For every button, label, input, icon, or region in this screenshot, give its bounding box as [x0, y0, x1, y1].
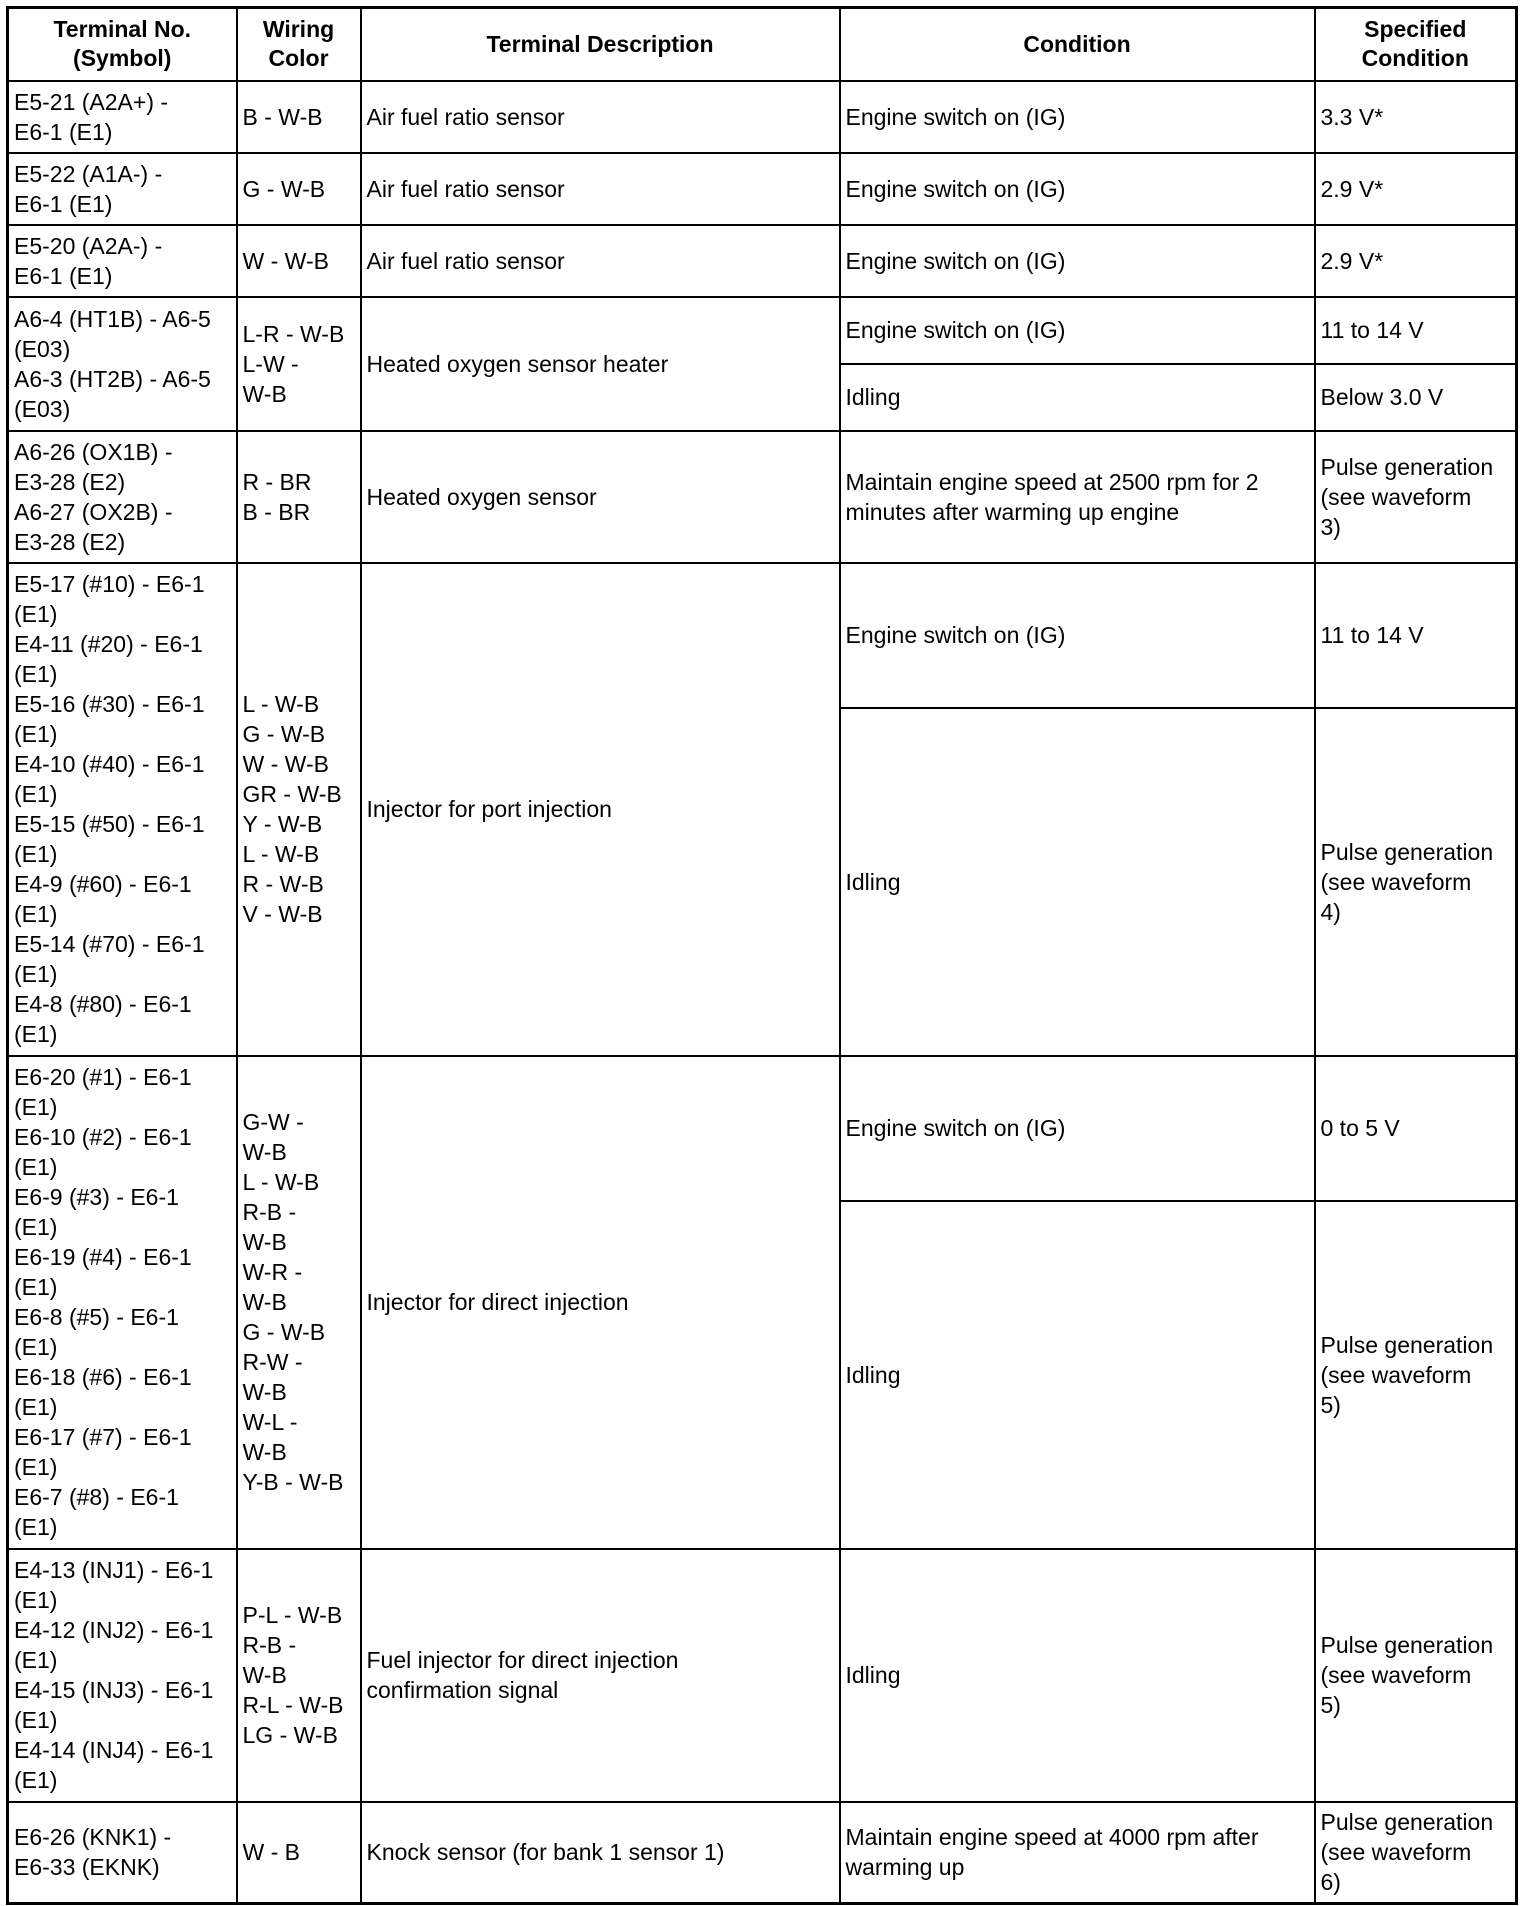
- terminal-cell: E5-22 (A1A-) - E6-1 (E1): [8, 153, 237, 225]
- terminal-cell: E5-20 (A2A-) - E6-1 (E1): [8, 225, 237, 297]
- terminal-cell: E6-26 (KNK1) - E6-33 (EKNK): [8, 1802, 237, 1904]
- specified-condition-cell: Pulse generation (see waveform 5): [1315, 1201, 1517, 1549]
- wiring-color-cell: W - B: [237, 1802, 361, 1904]
- specified-condition-cell: Pulse generation (see waveform 6): [1315, 1802, 1517, 1904]
- table-row: [8, 297, 1517, 364]
- description-cell: Fuel injector for direct injection confirmation signal: [361, 1549, 840, 1802]
- condition-cell: Idling: [840, 708, 1315, 1056]
- wiring-color-cell: L - W-B G - W-B W - W-B GR - W-B Y - W-B L - W-B R - W-B V - W-B: [237, 563, 361, 1056]
- condition-cell: Engine switch on (IG): [840, 225, 1315, 297]
- table-row: [8, 1802, 1517, 1904]
- table-row: [8, 431, 1517, 563]
- description-cell: Air fuel ratio sensor: [361, 81, 840, 153]
- specified-condition-cell: 2.9 V*: [1315, 225, 1517, 297]
- condition-cell: Idling: [840, 1201, 1315, 1549]
- specified-condition-cell: 0 to 5 V: [1315, 1056, 1517, 1201]
- header-description: Terminal Description: [361, 8, 840, 81]
- table-row: [8, 225, 1517, 297]
- specified-condition-cell: 3.3 V*: [1315, 81, 1517, 153]
- description-cell: Knock sensor (for bank 1 sensor 1): [361, 1802, 840, 1904]
- table-row: [8, 153, 1517, 225]
- specified-condition-cell: 11 to 14 V: [1315, 563, 1517, 708]
- wiring-color-cell: B - W-B: [237, 81, 361, 153]
- terminal-cell: E6-20 (#1) - E6-1 (E1) E6-10 (#2) - E6-1 (E1) E6-9 (#3) - E6-1 (E1) E6-19 (#4) - E6-1 (E1) E6-8 (#5) - E6-1 (E1) E6-18 (#6) - E6-1 (E1) E6-17 (#7) - E6-1 (E1) E6-7 (#8) - E6-1 (E1): [8, 1056, 237, 1549]
- specified-condition-cell: Pulse generation (see waveform 3): [1315, 431, 1517, 563]
- wiring-color-cell: R - BR B - BR: [237, 431, 361, 563]
- specified-condition-cell: Below 3.0 V: [1315, 364, 1517, 431]
- wiring-color-cell: P-L - W-B R-B - W-B R-L - W-B LG - W-B: [237, 1549, 361, 1802]
- description-cell: Heated oxygen sensor: [361, 431, 840, 563]
- table-row: [8, 1549, 1517, 1802]
- condition-cell: Idling: [840, 364, 1315, 431]
- condition-cell: Idling: [840, 1549, 1315, 1802]
- wiring-color-cell: W - W-B: [237, 225, 361, 297]
- condition-cell: Engine switch on (IG): [840, 563, 1315, 708]
- header-wiring: Wiring Color: [237, 8, 361, 81]
- table-row: [8, 563, 1517, 708]
- description-cell: Injector for direct injection: [361, 1056, 840, 1549]
- specified-condition-cell: 11 to 14 V: [1315, 297, 1517, 364]
- table-row: [8, 1056, 1517, 1201]
- wiring-color-cell: G - W-B: [237, 153, 361, 225]
- terminal-cell: A6-4 (HT1B) - A6-5 (E03) A6-3 (HT2B) - A6-5 (E03): [8, 297, 237, 431]
- terminal-cell: E5-21 (A2A+) - E6-1 (E1): [8, 81, 237, 153]
- specified-condition-cell: Pulse generation (see waveform 4): [1315, 708, 1517, 1056]
- condition-cell: Maintain engine speed at 2500 rpm for 2 minutes after warming up engine: [840, 431, 1315, 563]
- description-cell: Injector for port injection: [361, 563, 840, 1056]
- header-condition: Condition: [840, 8, 1315, 81]
- condition-cell: Engine switch on (IG): [840, 153, 1315, 225]
- terminal-cell: A6-26 (OX1B) - E3-28 (E2) A6-27 (OX2B) - E3-28 (E2): [8, 431, 237, 563]
- header-terminal: Terminal No. (Symbol): [8, 8, 237, 81]
- condition-cell: Engine switch on (IG): [840, 1056, 1315, 1201]
- header-row: [8, 8, 1517, 81]
- condition-cell: Engine switch on (IG): [840, 81, 1315, 153]
- header-specified: Specified Condition: [1315, 8, 1517, 81]
- description-cell: Air fuel ratio sensor: [361, 153, 840, 225]
- specified-condition-cell: 2.9 V*: [1315, 153, 1517, 225]
- condition-cell: Maintain engine speed at 4000 rpm after warming up: [840, 1802, 1315, 1904]
- condition-cell: Engine switch on (IG): [840, 297, 1315, 364]
- description-cell: Heated oxygen sensor heater: [361, 297, 840, 431]
- wiring-color-cell: G-W - W-B L - W-B R-B - W-B W-R - W-B G - W-B R-W - W-B W-L - W-B Y-B - W-B: [237, 1056, 361, 1549]
- description-cell: Air fuel ratio sensor: [361, 225, 840, 297]
- wiring-color-cell: L-R - W-B L-W - W-B: [237, 297, 361, 431]
- terminal-cell: E4-13 (INJ1) - E6-1 (E1) E4-12 (INJ2) - E6-1 (E1) E4-15 (INJ3) - E6-1 (E1) E4-14 (INJ4) - E6-1 (E1): [8, 1549, 237, 1802]
- specified-condition-cell: Pulse generation (see waveform 5): [1315, 1549, 1517, 1802]
- terminal-cell: E5-17 (#10) - E6-1 (E1) E4-11 (#20) - E6-1 (E1) E5-16 (#30) - E6-1 (E1) E4-10 (#40) - E6-1 (E1) E5-15 (#50) - E6-1 (E1) E4-9 (#60) - E6-1 (E1) E5-14 (#70) - E6-1 (E1) E4-8 (#80) - E6-1 (E1): [8, 563, 237, 1056]
- terminal-spec-table: [6, 6, 1518, 1905]
- table-row: [8, 81, 1517, 153]
